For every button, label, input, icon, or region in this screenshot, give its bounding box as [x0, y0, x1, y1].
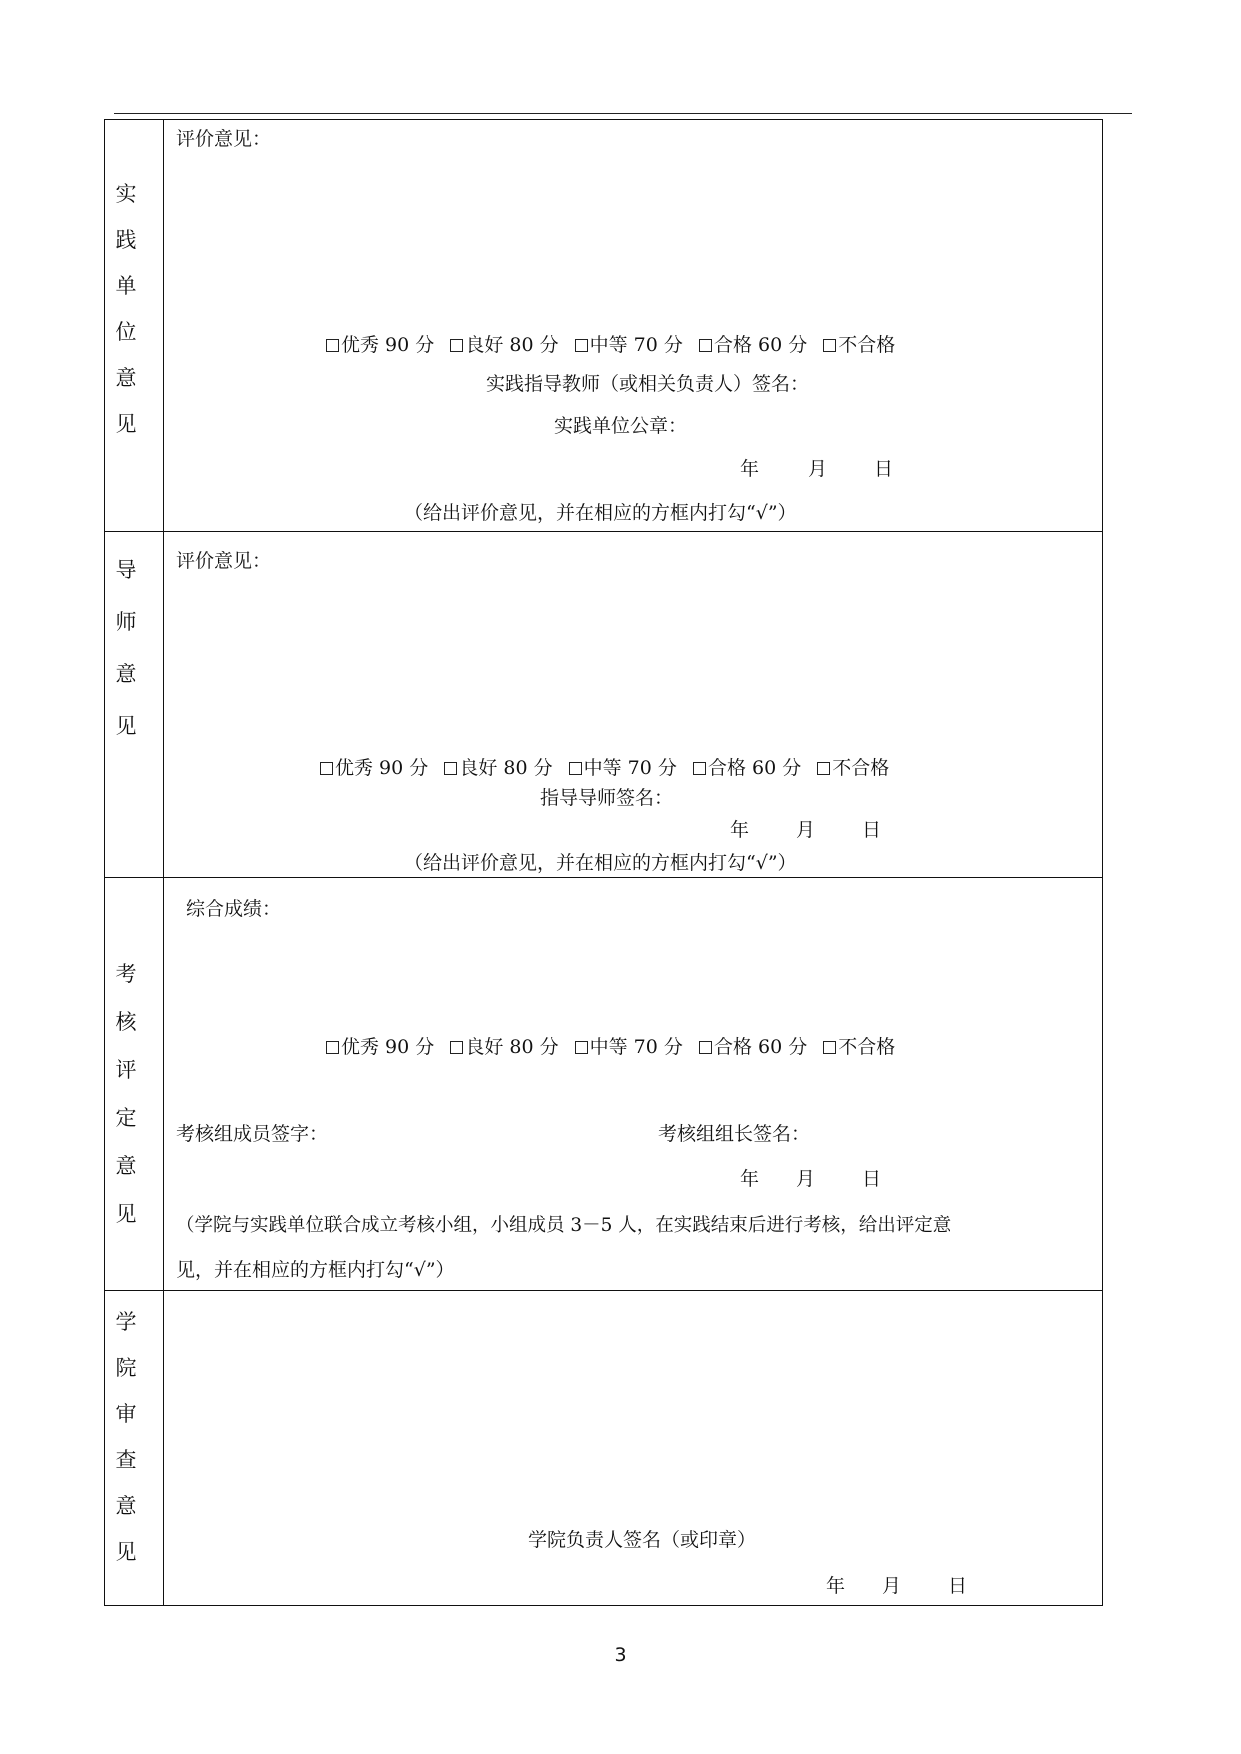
- checkbox-icon[interactable]: [450, 1041, 463, 1054]
- checkbox-icon[interactable]: [699, 339, 712, 352]
- option-medium[interactable]: 中等 70 分: [575, 334, 683, 356]
- grade-options: [326, 330, 905, 357]
- instruction-note: （给出评价意见，并在相应的方框内打勾“√”）: [404, 502, 797, 524]
- option-fail[interactable]: 不合格: [823, 334, 895, 356]
- seal-line: 实践单位公章：: [554, 415, 688, 437]
- grade-options: [320, 753, 899, 780]
- date-day: 日: [862, 819, 882, 841]
- option-fail[interactable]: 不合格: [817, 757, 889, 779]
- instruction-note-line2: 见，并在相应的方框内打勾“√”）: [176, 1259, 455, 1281]
- members-signature: 考核组成员签字：: [176, 1123, 329, 1145]
- row-divider: [104, 531, 1103, 532]
- checkbox-icon[interactable]: [817, 762, 830, 775]
- date-day: 日: [862, 1168, 882, 1190]
- checkbox-icon[interactable]: [450, 339, 463, 352]
- checkbox-icon[interactable]: [575, 1041, 588, 1054]
- option-pass[interactable]: 合格 60 分: [699, 334, 807, 356]
- option-excellent[interactable]: 优秀 90 分: [320, 757, 428, 779]
- date-year: 年: [740, 1168, 760, 1190]
- eval-label: 评价意见：: [176, 128, 272, 150]
- option-pass[interactable]: 合格 60 分: [699, 1036, 807, 1058]
- option-medium[interactable]: 中等 70 分: [569, 757, 677, 779]
- option-excellent[interactable]: 优秀 90 分: [326, 1036, 434, 1058]
- option-medium[interactable]: 中等 70 分: [575, 1036, 683, 1058]
- date-day: 日: [948, 1575, 968, 1597]
- checkbox-icon[interactable]: [575, 339, 588, 352]
- date-month: 月: [796, 819, 816, 841]
- date-year: 年: [730, 819, 750, 841]
- row-divider: [104, 877, 1103, 878]
- option-pass[interactable]: 合格 60 分: [693, 757, 801, 779]
- grade-options: [326, 1032, 905, 1059]
- option-excellent[interactable]: 优秀 90 分: [326, 334, 434, 356]
- eval-label: 评价意见：: [176, 550, 272, 572]
- option-fail[interactable]: 不合格: [823, 1036, 895, 1058]
- option-good[interactable]: 良好 80 分: [450, 334, 558, 356]
- checkbox-icon[interactable]: [699, 1041, 712, 1054]
- instruction-note: （给出评价意见，并在相应的方框内打勾“√”）: [404, 852, 797, 874]
- row-divider: [104, 1290, 1103, 1291]
- signature-line: 学院负责人签名（或印章）: [528, 1529, 757, 1551]
- date-day: 日: [874, 458, 894, 480]
- checkbox-icon[interactable]: [823, 1041, 836, 1054]
- checkbox-icon[interactable]: [444, 762, 457, 775]
- date-month: 月: [808, 458, 828, 480]
- checkbox-icon[interactable]: [693, 762, 706, 775]
- page-number: 3: [614, 1644, 627, 1666]
- date-month: 月: [796, 1168, 816, 1190]
- signature-line: 实践指导教师（或相关负责人）签名：: [486, 373, 810, 395]
- checkbox-icon[interactable]: [326, 1041, 339, 1054]
- checkbox-icon[interactable]: [569, 762, 582, 775]
- label-column-divider: [163, 119, 164, 1606]
- leader-signature: 考核组组长签名：: [658, 1123, 811, 1145]
- checkbox-icon[interactable]: [823, 339, 836, 352]
- signature-line: 指导导师签名：: [540, 787, 674, 809]
- option-good[interactable]: 良好 80 分: [444, 757, 552, 779]
- overall-score-label: 综合成绩：: [186, 898, 282, 920]
- option-good[interactable]: 良好 80 分: [450, 1036, 558, 1058]
- instruction-note-line1: （学院与实践单位联合成立考核小组，小组成员 3－5 人，在实践结束后进行考核，给出评定意: [176, 1215, 952, 1236]
- date-month: 月: [882, 1575, 902, 1597]
- date-year: 年: [740, 458, 760, 480]
- date-year: 年: [826, 1575, 846, 1597]
- checkbox-icon[interactable]: [320, 762, 333, 775]
- checkbox-icon[interactable]: [326, 339, 339, 352]
- header-rule: [114, 113, 1132, 114]
